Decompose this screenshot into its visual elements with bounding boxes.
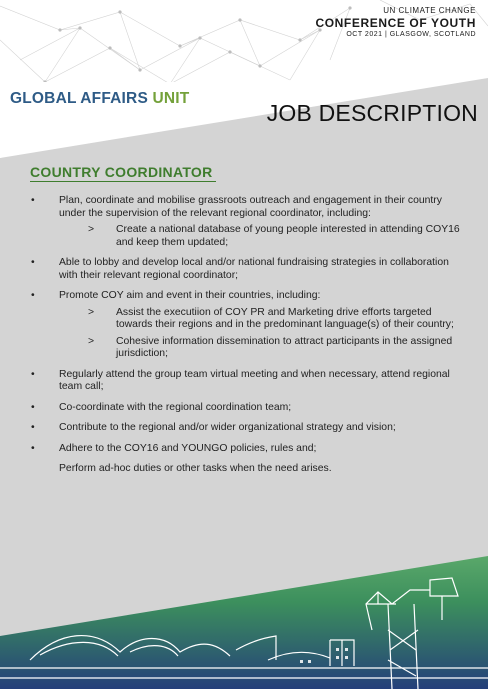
list-item <box>30 369 460 394</box>
bullet-marker: • <box>31 290 35 301</box>
sub-list-item <box>59 307 460 332</box>
sub-list-item <box>59 224 460 249</box>
list-item-text: Contribute to the regional and/or wider organizational strategy and vision; <box>59 422 396 433</box>
list-item <box>30 422 460 435</box>
list-item-text: Able to lobby and develop local and/or national fundraising strategies in collaboration with their relevant regional coordinator; <box>59 257 449 281</box>
bullet-marker: • <box>31 442 35 454</box>
list-item <box>30 195 460 249</box>
sub-item-marker: > <box>88 224 95 235</box>
sub-list-item-text: Create a national database of young people interested in attending COY16 and keep them updated; <box>116 224 460 248</box>
list-item-text: Regularly attend the group team virtual meeting and when necessary, attend regional team call; <box>59 368 450 392</box>
unit-title <box>10 90 189 108</box>
list-item <box>30 290 460 361</box>
closing-line: Perform ad-hoc duties or other tasks when the need arises. <box>59 463 332 474</box>
list-item-text: Co-coordinate with the regional coordination team; <box>59 401 292 413</box>
bullet-marker: • <box>31 422 35 433</box>
role-title-underline <box>30 181 216 182</box>
bullet-marker: • <box>31 257 35 268</box>
bullet-marker: • <box>31 401 35 413</box>
network-nodes-decoration <box>43 6 351 83</box>
event-header <box>315 6 476 40</box>
unit-title-part2: UNIT <box>152 90 190 107</box>
event-date-location: OCT 2021 | GLASGOW, SCOTLAND <box>346 31 476 38</box>
sub-list-item <box>59 336 460 361</box>
event-subtitle: UN CLIMATE CHANGE <box>383 6 476 15</box>
sub-item-marker: > <box>88 335 95 347</box>
bullet-marker: • <box>31 368 35 380</box>
list-item <box>30 402 460 415</box>
list-item <box>30 257 460 282</box>
unit-title-part1: GLOBAL AFFAIRS <box>10 90 148 107</box>
list-item <box>30 443 460 456</box>
role-title: COUNTRY COORDINATOR <box>30 164 213 180</box>
document-type-title: JOB DESCRIPTION <box>266 100 478 126</box>
sub-list-item-text: Assist the executiion of COY PR and Marketing drive efforts targeted towards their regions and in the predominant language(s) of their country; <box>116 306 454 330</box>
bullet-marker: • <box>31 195 35 206</box>
list-item-text: Adhere to the COY16 and YOUNGO policies, rules and; <box>59 442 317 454</box>
sub-list-item-text: Cohesive information dissemination to attract participants in the assigned jurisdiction; <box>116 335 453 359</box>
duties-list <box>30 195 460 476</box>
event-title: CONFERENCE OF YOUTH <box>315 16 476 30</box>
list-item-text: Promote COY aim and event in their countries, including: <box>59 290 321 301</box>
list-item-text: Plan, coordinate and mobilise grassroots outreach and engagement in their country under the supervision of the relevant regional coordinator, including: <box>59 195 442 219</box>
sub-item-marker: > <box>88 306 95 318</box>
